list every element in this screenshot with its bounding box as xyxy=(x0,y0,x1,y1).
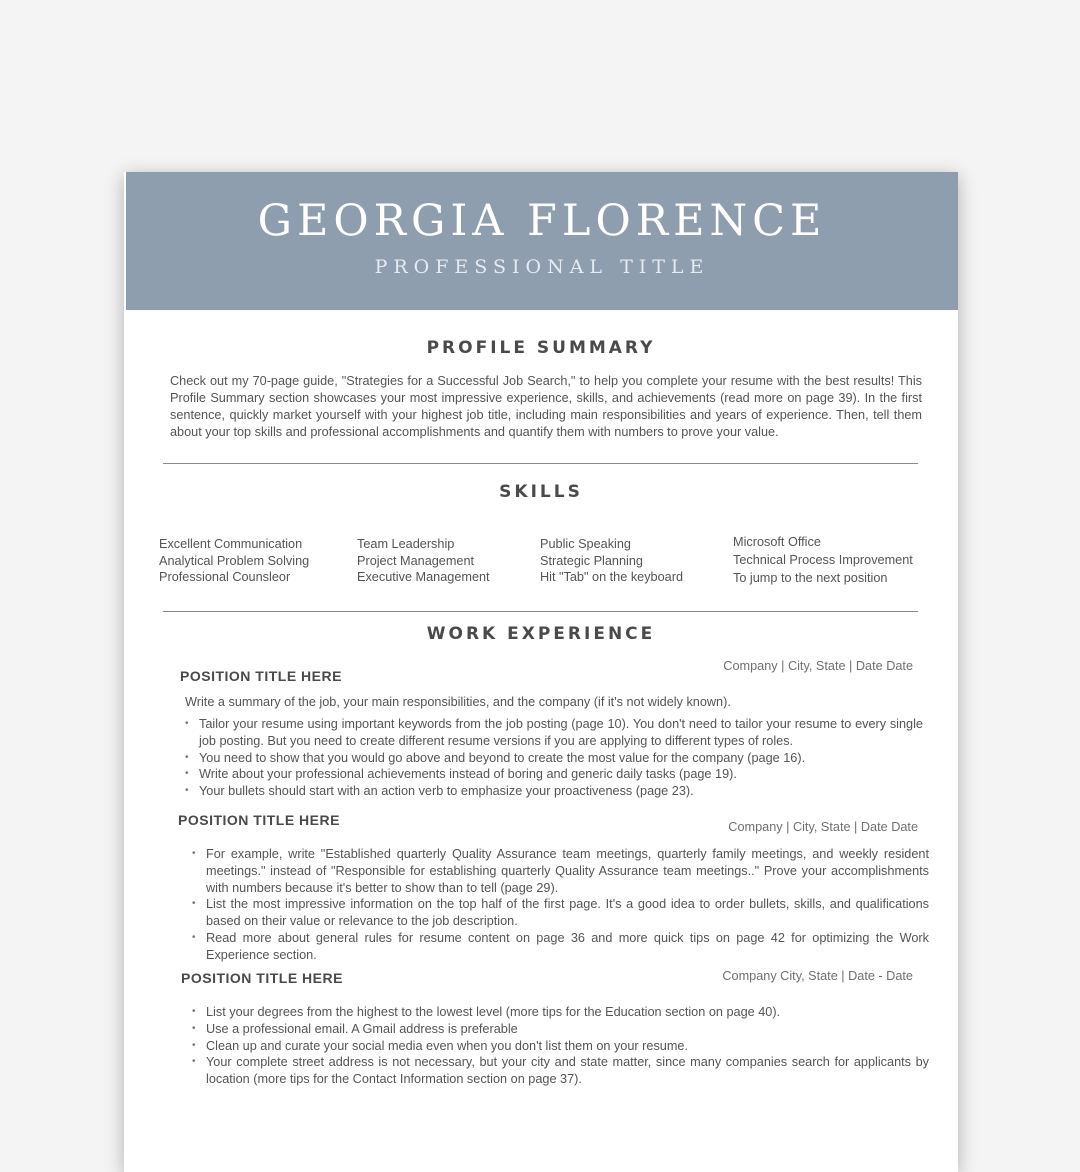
skill-item: Microsoft Office xyxy=(733,535,821,549)
bullet-icon: • xyxy=(185,785,189,797)
skill-item: Excellent Communication xyxy=(159,537,303,551)
list-item: • List your degrees from the highest to the lowest level (more tips for the Education section on page 40). xyxy=(192,1005,781,1019)
list-item: • Your bullets should start with an action verb to emphasize your proactiveness (page 23). xyxy=(185,784,694,799)
skill-item: Analytical Problem Solving xyxy=(159,553,310,568)
position-meta: Company | City, State | Date Date xyxy=(723,659,913,673)
position-bullets xyxy=(185,716,923,800)
work-experience-heading: WORK EXPERIENCE xyxy=(426,624,656,644)
bullet-icon: • xyxy=(192,1039,196,1051)
skill-item: Hit "Tab" on the keyboard xyxy=(540,570,684,584)
divider xyxy=(163,463,918,464)
resume-header xyxy=(126,172,958,310)
list-item: • Read more about general rules for resume content on page 36 and more quick tips on page 42 for optimizing the Work Experience section. xyxy=(192,930,929,962)
skills-column-3 xyxy=(540,536,683,586)
bullet-icon: • xyxy=(192,1022,196,1034)
position-summary: Write a summary of the job, your main responsibilities, and the company (if it's not widely known). xyxy=(185,695,731,709)
list-item: • Use a professional email. A Gmail address is preferable xyxy=(192,1021,518,1036)
list-item: • Clean up and curate your social media even when you don't list them on your resume. xyxy=(192,1038,688,1053)
profile-summary-text: Check out my 70-page guide, "Strategies for a Successful Job Search," to help you complete your resume with the best results! This Profile Summary section showcases your most impressive experience, skills, and achievements (read more on page 39). In the first sentence, quickly market yourself with your highest job title, including main responsibilities and years of experience. Then, tell them about your top skills and professional accomplishments and quantify them with numbers to prove your value. xyxy=(170,374,922,439)
skill-item: Technical Process Improvement xyxy=(733,553,913,567)
skill-item: Strategic Planning xyxy=(540,553,643,568)
profile-summary-heading: PROFILE SUMMARY xyxy=(426,338,656,358)
skill-item: Public Speaking xyxy=(540,537,631,551)
bullet-icon: • xyxy=(192,898,196,910)
candidate-name: GEORGIA FLORENCE xyxy=(257,196,827,246)
bullet-icon: • xyxy=(192,1056,196,1068)
resume-page xyxy=(124,172,958,1172)
position-title: POSITION TITLE HERE xyxy=(180,668,342,684)
list-item: • For example, write "Established quarterly Quality Assurance team meetings, quarterly family meetings, and weekly resident meetings." instead of "Responsible for establishing quarterly Quality Assurance team meetings.." Prove your accomplishments with numbers because it's better to show than to tell (page 29). xyxy=(192,847,929,895)
skill-item: Professional Counsleor xyxy=(159,570,291,584)
list-item: • Your complete street address is not necessary, but your city and state matter, since many companies search for applicants by location (more tips for the Contact Information section on page 37). xyxy=(192,1055,929,1087)
position-bullets xyxy=(192,1004,929,1088)
position-meta: Company City, State | Date - Date xyxy=(722,969,913,983)
bullet-icon: • xyxy=(192,1006,196,1017)
divider xyxy=(163,611,918,612)
skills-column-1 xyxy=(159,536,309,586)
list-item: • You need to show that you would go above and beyond to create the most value for the company (page 16). xyxy=(185,750,806,765)
list-item: • Write about your professional achievements instead of boring and generic daily tasks (page 19). xyxy=(185,767,737,782)
bullet-icon: • xyxy=(185,751,189,763)
professional-title: PROFESSIONAL TITLE xyxy=(374,256,710,278)
bullet-icon: • xyxy=(185,718,189,729)
bullet-icon: • xyxy=(185,768,189,780)
skill-item: To jump to the next position xyxy=(733,571,888,585)
skills-column-4 xyxy=(733,533,913,587)
bullet-icon: • xyxy=(192,931,196,943)
skills-column-2 xyxy=(357,536,490,586)
skill-item: Team Leadership xyxy=(357,537,455,551)
position-title: POSITION TITLE HERE xyxy=(181,970,343,986)
position-title: POSITION TITLE HERE xyxy=(178,812,340,828)
bullet-icon: • xyxy=(192,848,196,859)
list-item: • Tailor your resume using important keywords from the job posting (page 10). You don't need to tailor your resume to every single job posting. But you need to create different resume versions if you are applying to different types of roles. xyxy=(185,717,923,748)
list-item: • List the most impressive information on the top half of the first page. It's a good idea to order bullets, skills, and qualifications based on their value or relevance to the job description. xyxy=(192,897,929,929)
position-bullets xyxy=(192,846,929,964)
skill-item: Project Management xyxy=(357,553,475,568)
skills-heading: SKILLS xyxy=(499,482,583,502)
skill-item: Executive Management xyxy=(357,570,490,584)
position-meta: Company | City, State | Date Date xyxy=(728,820,918,834)
